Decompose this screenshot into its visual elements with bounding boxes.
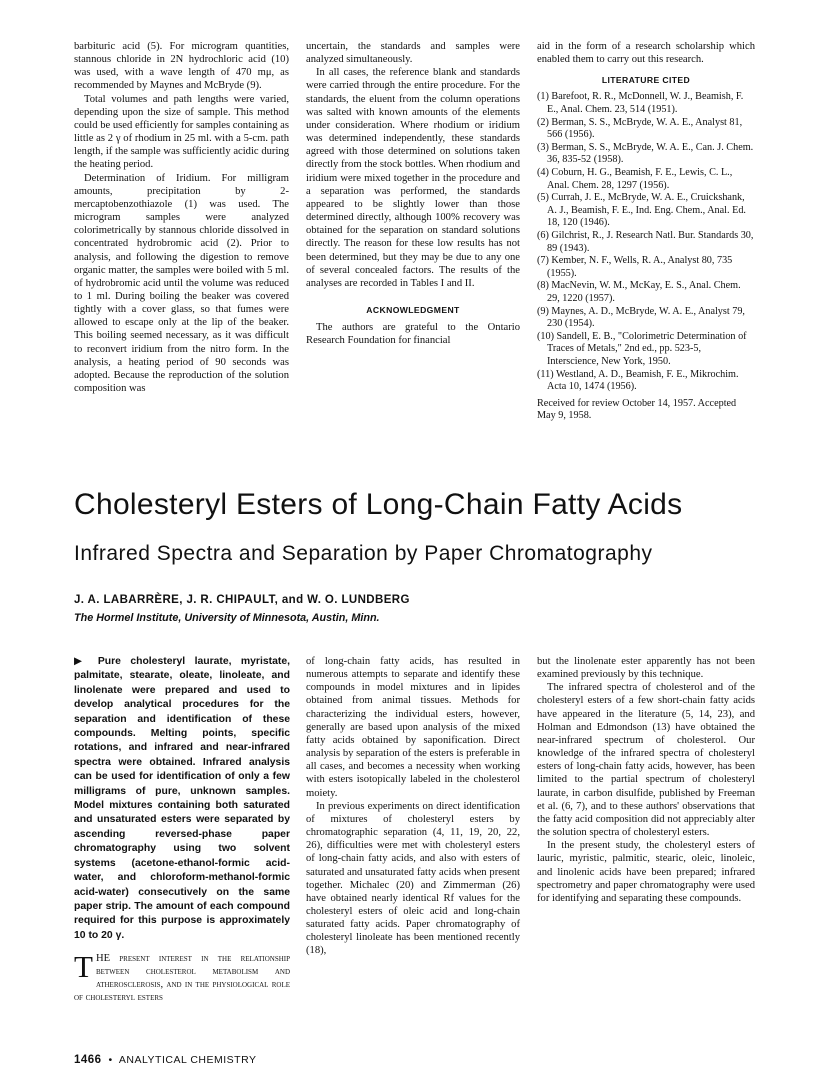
paragraph: Total volumes and path lengths were varied, depending upon the size of sample. This method could be used efficiently for samples containing as little as 2 γ of rhodium in 25 ml. with a 5-cm. path length, if the sample was sufficiently acidic during the heating period. [74, 93, 289, 171]
authors: J. A. LABARRÈRE, J. R. CHIPAULT, and W. O. LUNDBERG [74, 594, 410, 606]
paragraph: Determination of Iridium. For milligram amounts, precipitation by 2-mercaptobenzothiazole (1) was used. The microgram samples were analyzed colorimetrically by stannous chloride dissolved in concentrated hydrobromic acid (2). Prior to analysis, and following the digestion to remove organic matter, the samples were boiled with 5 ml. of hydrobromic acid until the volume was reduced to 1 ml. During boiling the beaker was covered tightly with a cover glass, so that fumes were allowed to escape only at the lip of the beaker. This boiling seemed necessary, as it was difficult to reconvert iridium from the nitro form. In the analysis, a heating period of 90 seconds was adopted. Because the reproduction of the solution composition was [74, 172, 289, 395]
article-subtitle: Infrared Spectra and Separation by Paper Chromatography [74, 542, 653, 565]
paragraph: In all cases, the reference blank and standards were carried through the entire procedure. For the standards, the eluent from the column operations was salted with known amounts of the elements under consideration. Where rhodium or iridium was determined independently, these standards agreed with those determined on solutions taken directly from the stock bottles. When rhodium and iridium were mixed together in the procedure and a separation was performed, the standards appeared to be slightly lower than those determined directly, although 100% recovery was obtained for the separation on standard solutions directly. The reason for these low results has not been determined, but they may be due to any one of several concealed factors. The results of the analyses are recorded in Tables I and II. [306, 67, 520, 289]
acknowledgment-text: The authors are grateful to the Ontario Research Foundation for financial [306, 322, 520, 347]
paragraph: but the linolenate ester apparently has not been examined previously by this technique. [537, 656, 755, 681]
reference-item: (7) Kember, N. F., Wells, R. A., Analyst 80, 735 (1955). [537, 255, 733, 279]
reference-item: (4) Coburn, H. G., Beamish, F. E., Lewis, C. L., Anal. Chem. 28, 1297 (1956). [537, 167, 733, 191]
paragraph: of long-chain fatty acids, has resulted in numerous attempts to separate and identify these compounds in model mixtures and in lipides obtained from animal tissues. Methods for characterizing the individual esters, however, generally are based upon analysis of the mixed fatty acids obtained by saponification. Direct analysis by separation of the esters is preferable in all cases, and becomes a necessity when working with esters isotopically labeled in the cholesterol moiety. [306, 656, 520, 799]
page-number: 1466 [74, 1054, 102, 1066]
drop-cap: T [74, 949, 93, 984]
reference-item: (2) Berman, S. S., McBryde, W. A. E., Analyst 81, 566 (1956). [537, 116, 743, 141]
paragraph: In the present study, the cholesteryl esters of lauric, myristic, palmitic, stearic, oleic, linoleic, and linolenic acids have been prepared; infrared spectrometry and paper chromatography were used for identifying and separating these compounds. [537, 840, 755, 904]
body-right-column [537, 655, 755, 905]
reference-item: (8) MacNevin, W. M., McKay, E. S., Anal. Chem. 29, 1220 (1957). [537, 280, 741, 304]
reference-item: (1) Barefoot, R. R., McDonnell, W. J., Beamish, F. E., Anal. Chem. 23, 514 (1951). [537, 91, 744, 116]
page-footer [74, 1054, 256, 1066]
reference-item: (5) Currah, J. E., McBryde, W. A. E., Cruickshank, A. J., Beamish, F. E., Ind. Eng. Chem., Anal. Ed. 18, 120 (1946). [537, 192, 746, 229]
received-date: Received for review October 14, 1957. Accepted May 9, 1958. [537, 397, 737, 422]
top-left-column [74, 40, 289, 395]
reference-list [537, 91, 755, 393]
reference-item: (10) Sandell, E. B., "Colorimetric Determination of Traces of Metals," 2nd ed., pp. 523-5, Interscience, New York, 1950. [537, 330, 747, 367]
reference-item: (3) Berman, S. S., McBryde, W. A. E., Can. J. Chem. 36, 835-52 (1958). [537, 141, 754, 166]
journal-name: ANALYTICAL CHEMISTRY [118, 1054, 257, 1066]
paragraph: uncertain, the standards and samples were analyzed simultaneously. [306, 41, 520, 66]
intro-text: HE present interest in the relationship between cholesterol metabolism and atherosclerosis, and in the physiological role of cholesteryl esters [74, 953, 290, 1004]
paragraph: The infrared spectra of cholesterol and of the cholesteryl esters of a few short-chain fatty acids have appeared in the literature (5, 14, 23), and Holman and Edmondson (13) have obtained the near-infrared spectrum of cholesterol. Our knowledge of the infrared spectra of cholesteryl esters of long-chain fatty acids, however, has been limited to the partial spectrum of cholesteryl laurate, in carbon disulfide, published by Freeman et al. (6, 7), and to these authors' observations that the fatty acid composition did not appreciably alter the solution spectra of cholesteryl esters. [537, 682, 755, 839]
affiliation: The Hormel Institute, University of Minnesota, Austin, Minn. [74, 612, 380, 624]
reference-item: (6) Gilchrist, R., J. Research Natl. Bur. Standards 30, 89 (1943). [537, 230, 754, 254]
article-title: Cholesteryl Esters of Long-Chain Fatty Acids [74, 488, 683, 521]
body-middle-column [306, 655, 520, 958]
reference-item: (11) Westland, A. D., Beamish, F. E., Mikrochim. Acta 10, 1474 (1956). [537, 368, 739, 393]
top-right-column [537, 40, 755, 423]
paragraph: In previous experiments on direct identification of mixtures of cholesteryl esters by chromatographic separation (4, 11, 19, 20, 22, 26), difficulties were met with cholesteryl esters of long-chain fatty acids, and also with esters of saturated and unsaturated fatty acids when present together. Michalec (20) and Zimmerman (26) have obtained nearly identical Rf values for the cholesteryl esters of oleic acid and long-chain saturated fatty acids. Paper chromatography of cholesteryl linoleate has been mentioned recently (18), [306, 800, 520, 957]
acknowledgment-heading: ACKNOWLEDGMENT [366, 304, 460, 315]
footer-bullet: • [108, 1054, 113, 1066]
abstract: ▶ Pure cholesteryl laurate, myristate, palmitate, stearate, oleate, linoleate, and linolenate were prepared and used to develop analytical procedures for the separation and identification of these compounds. Melting points, specific rotations, and infrared and near-infrared spectra were obtained. Infrared analysis can be used for identification of only a few milligrams of pure, unknown samples. Model mixtures containing both saturated and unsaturated esters were separated by ascending reversed-phase paper chromatography using two solvent systems (acetone-ethanol-formic acid-water, and chloroform-methanol-formic acid-water) consecutively on the same paper strip. The amount of each compound required for this purpose is approximately 10 to 20 γ. [74, 656, 290, 941]
introduction [74, 949, 290, 1004]
literature-cited-heading: LITERATURE CITED [601, 75, 691, 86]
paragraph: aid in the form of a research scholarship which enabled them to carry out this research. [537, 41, 755, 66]
paragraph: barbituric acid (5). For microgram quantities, stannous chloride in 2N hydrochloric acid (10) was used, with a wave length of 470 mμ, as recommended by Maynes and McBryde (9). [74, 41, 289, 92]
top-middle-column [306, 40, 520, 347]
reference-item: (9) Maynes, A. D., McBryde, W. A. E., Analyst 79, 230 (1954). [537, 305, 745, 330]
